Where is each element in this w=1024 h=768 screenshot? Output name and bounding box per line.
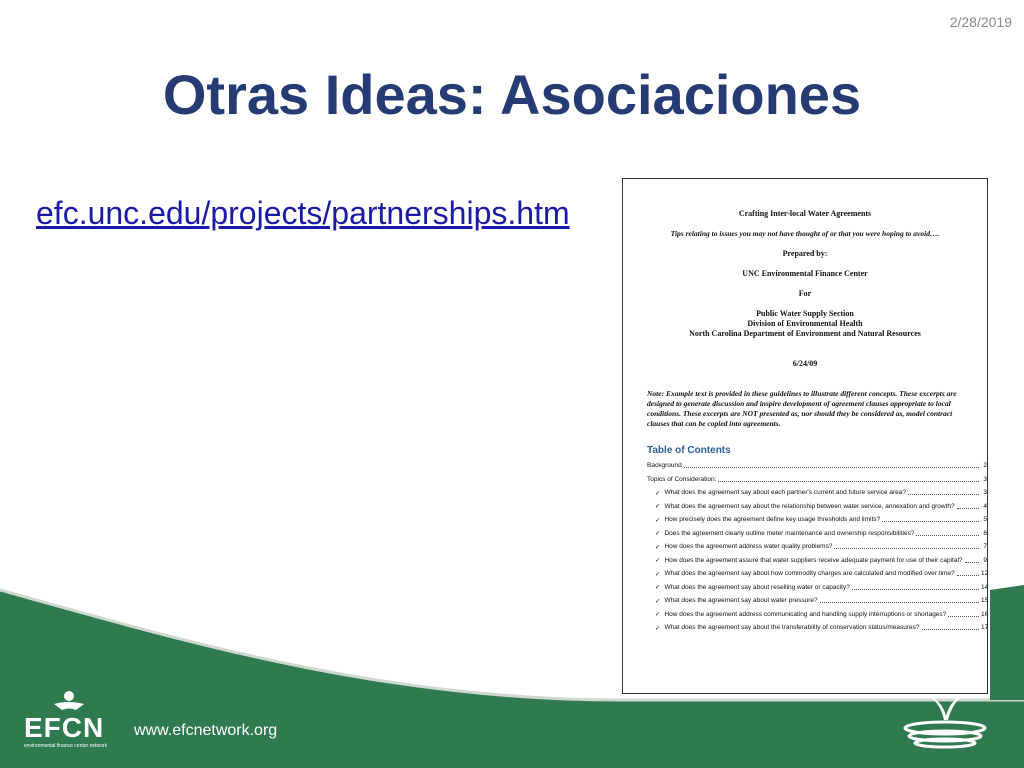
toc-page-number: 9 — [983, 556, 987, 564]
toc-row — [647, 540, 987, 554]
toc-page-number: 17 — [981, 624, 989, 632]
toc-leader — [882, 517, 979, 522]
doc-for: For — [798, 289, 812, 298]
partnerships-link[interactable]: efc.unc.edu/projects/partnerships.htm — [36, 195, 570, 231]
toc-leader — [718, 477, 979, 482]
toc-leader — [948, 612, 979, 617]
check-icon: ✓ — [655, 557, 661, 565]
toc-leader — [820, 598, 979, 603]
check-icon: ✓ — [655, 570, 661, 578]
doc-note: Note: Example text is provided in these guidelines to illustrate different concepts. These excerpts are designed to generate discussion and inspire development of agreement clauses appropriate to local conditions. These excerpts are NOT presented as, nor should they be considered as, model contract clauses that can be copied into agreements. — [647, 389, 957, 428]
toc-leader — [957, 571, 979, 576]
doc-division: Division of Environmental Health — [747, 319, 863, 328]
table-of-contents — [647, 459, 987, 635]
toc-page-number: 7 — [983, 543, 987, 551]
toc-leader — [922, 625, 979, 630]
toc-page-number: 12 — [981, 570, 989, 578]
toc-page-number: 2 — [983, 462, 987, 470]
toc-page-number: 6 — [983, 529, 987, 537]
toc-row — [647, 500, 987, 514]
check-icon: ✓ — [655, 530, 661, 538]
toc-leader — [965, 558, 979, 563]
check-icon: ✓ — [655, 597, 661, 605]
check-icon: ✓ — [655, 503, 661, 511]
toc-page-number: 5 — [983, 516, 987, 524]
toc-heading: Table of Contents — [647, 445, 731, 456]
toc-entry-text: What does the agreement say about each partner's current and future service area? — [664, 489, 906, 497]
toc-row — [647, 459, 987, 473]
document-thumbnail — [622, 178, 988, 694]
check-icon: ✓ — [655, 611, 661, 619]
toc-leader — [908, 490, 979, 495]
check-icon: ✓ — [655, 624, 661, 632]
toc-row — [647, 486, 987, 500]
check-icon: ✓ — [655, 584, 661, 592]
check-icon: ✓ — [655, 489, 661, 497]
toc-entry-text: Topics of Consideration: — [647, 475, 717, 483]
toc-entry-text: How does the agreement address water quality problems? — [664, 543, 833, 551]
toc-row — [647, 527, 987, 541]
toc-row — [647, 567, 987, 581]
toc-page-number: 3 — [983, 489, 987, 497]
toc-entry-text: How does the agreement address communicating and handling supply interruptions or shortages? — [664, 610, 947, 618]
toc-page-number: 4 — [983, 502, 987, 510]
toc-entry-text: Does the agreement clearly outline meter maintenance and ownership responsibilities? — [664, 529, 915, 537]
toc-entry-text: What does the agreement say about reselling water or capacity? — [664, 583, 850, 591]
doc-prepared-by: Prepared by: — [782, 249, 828, 258]
doc-subtitle: Tips relating to issues you may not have thought of or that you were hoping to avoid…. — [670, 229, 940, 238]
slide-date: 2/28/2019 — [949, 14, 1012, 30]
toc-entry-text: How does the agreement assure that water suppliers receive adequate payment for use of their capital? — [664, 556, 963, 564]
fountain-logo-icon — [900, 690, 990, 750]
toc-page-number: 16 — [981, 610, 989, 618]
toc-entry-text: What does the agreement say about the relationship between water service, annexation and growth? — [664, 502, 955, 510]
toc-leader — [834, 544, 979, 549]
toc-page-number: 3 — [983, 475, 987, 483]
doc-title: Crafting Inter-local Water Agreements — [738, 209, 872, 218]
toc-row — [647, 581, 987, 595]
toc-row — [647, 513, 987, 527]
logo-text: EFCN — [24, 712, 105, 743]
toc-row — [647, 608, 987, 622]
toc-row — [647, 621, 987, 635]
toc-leader — [684, 463, 979, 468]
toc-entry-text: What does the agreement say about water pressure? — [664, 597, 818, 605]
toc-entry-text: What does the agreement say about how commodity charges are calculated and modified over time? — [664, 570, 955, 578]
toc-row — [647, 594, 987, 608]
toc-leader — [957, 504, 979, 509]
doc-dept: North Carolina Department of Environment and Natural Resources — [689, 329, 921, 338]
toc-row — [647, 473, 987, 487]
toc-entry-text: How precisely does the agreement define key usage thresholds and limits? — [664, 516, 881, 524]
doc-org: UNC Environmental Finance Center — [742, 269, 868, 278]
check-icon: ✓ — [655, 516, 661, 524]
footer-url[interactable]: www.efcnetwork.org — [134, 722, 278, 739]
doc-date: 6/24/09 — [792, 359, 818, 368]
toc-leader — [852, 585, 979, 590]
toc-page-number: 14 — [981, 583, 989, 591]
logo-subtext: environmental finance center network — [24, 743, 108, 749]
toc-entry-text: Background — [647, 462, 682, 470]
check-icon: ✓ — [655, 543, 661, 551]
slide-title: Otras Ideas: Asociaciones — [162, 63, 862, 126]
toc-page-number: 15 — [981, 597, 989, 605]
toc-leader — [916, 531, 979, 536]
toc-entry-text: What does the agreement say about the transferability of conservation status/measures? — [664, 624, 920, 632]
doc-section: Public Water Supply Section — [756, 309, 854, 318]
toc-row — [647, 554, 987, 568]
